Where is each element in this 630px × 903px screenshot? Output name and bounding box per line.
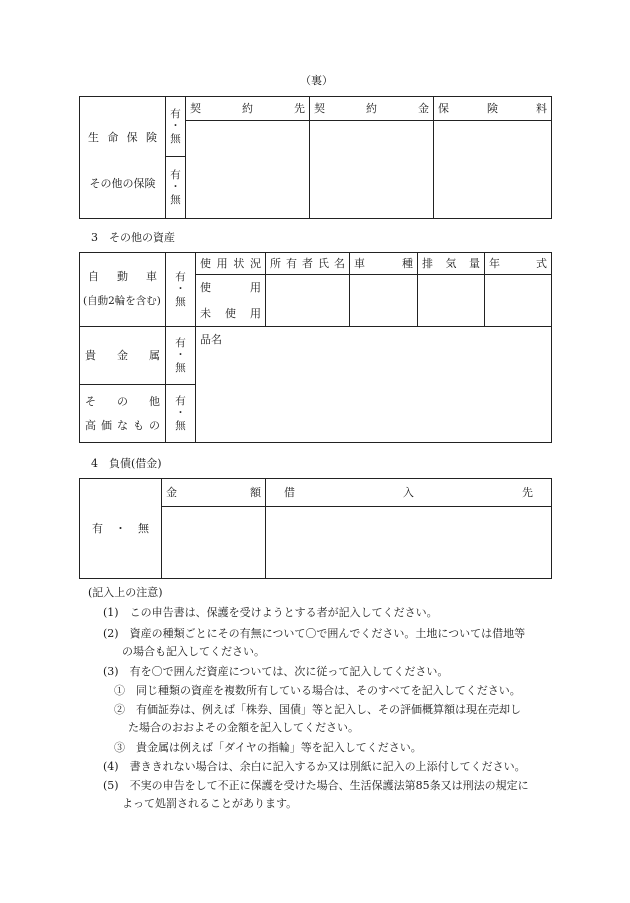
life-yes-no[interactable]: 有 ・ 無: [166, 97, 186, 157]
item-name-label: 品名: [200, 333, 222, 346]
note-2: (2) 資産の種類ごとにその有無について〇で囲んでください。土地については借地等: [103, 627, 526, 640]
page-label: （裏）: [300, 74, 333, 87]
car-type-input[interactable]: [350, 275, 418, 327]
usage-in-use[interactable]: 使 用: [196, 275, 266, 301]
insurance-type-cell: [80, 97, 166, 219]
contractor-input[interactable]: [186, 121, 310, 219]
note-3-1: ① 同じ種類の資産を複数所有している場合は、そのすべてを記入してください。: [114, 684, 521, 697]
life-insurance-label: 生 命 保 険: [88, 130, 157, 144]
section4-title: 4 負債(借金): [91, 457, 162, 470]
debt-table: [79, 478, 552, 579]
note-2-cont: の場合も記入してください。: [122, 645, 265, 658]
car-yes-no[interactable]: 有 ・ 無: [166, 253, 196, 327]
header-contractor: 契 約 先: [186, 97, 310, 121]
debt-yes-no[interactable]: 有 ・ 無: [80, 479, 162, 579]
model-year-input[interactable]: [485, 275, 552, 327]
note-1: (1) この申告書は、保護を受けようとする者が記入してください。: [103, 606, 438, 619]
lender-input[interactable]: [266, 507, 552, 579]
other-insurance-label: その他の保険: [89, 177, 156, 191]
note-3: (3) 有を〇で囲んだ資産については、次に従って記入してください。: [103, 665, 449, 678]
header-model-year: 年 式: [485, 253, 552, 275]
insurance-table: [79, 96, 552, 219]
usage-not-in-use[interactable]: 未 使 用: [196, 301, 266, 327]
contract-amount-input[interactable]: [310, 121, 434, 219]
note-5: (5) 不実の申告をして不正に保護を受けた場合、生活保護法第85条又は刑法の規定に: [103, 779, 529, 792]
note-3-3: ③ 貴金属は例えば「ダイヤの指輪」等を記入してください。: [114, 741, 422, 754]
header-car-type: 車 種: [350, 253, 418, 275]
header-lender: 借 入 先: [266, 479, 552, 507]
note-3-2: ② 有価証券は、例えば「株券、国債」等と記入し、その評価概算額は現在売却し: [114, 703, 521, 716]
header-premium: 保 険 料: [434, 97, 552, 121]
other-yes-no[interactable]: 有 ・ 無: [166, 157, 186, 219]
assets-table: [79, 252, 552, 443]
header-debt-amount: 金 額: [162, 479, 266, 507]
car-sub-label: (自動2輪を含む): [83, 295, 161, 308]
other-valuables-yes-no[interactable]: 有 ・ 無: [166, 385, 196, 443]
note-3-2-cont: た場合のおおよその金額を記入してください。: [128, 721, 359, 734]
header-displacement: 排 気 量: [418, 253, 485, 275]
note-4: (4) 書ききれない場合は、余白に記入するか又は別紙に記入の上添付してください。: [103, 760, 526, 773]
car-label-cell: 自 動 車 (自動2輪を含む): [80, 253, 166, 327]
item-name-field[interactable]: [196, 327, 552, 443]
premium-input[interactable]: [434, 121, 552, 219]
section3-title: 3 その他の資産: [91, 231, 175, 244]
owner-input[interactable]: [266, 275, 350, 327]
displacement-input[interactable]: [418, 275, 485, 327]
metal-label: 貴 金 属: [80, 327, 166, 385]
header-contract-amount: 契 約 金: [310, 97, 434, 121]
metal-yes-no[interactable]: 有 ・ 無: [166, 327, 196, 385]
header-usage: 使 用 状 況: [196, 253, 266, 275]
notes-title: (記入上の注意): [88, 586, 163, 599]
debt-amount-input[interactable]: [162, 507, 266, 579]
note-5-cont: よって処罰されることがあります。: [122, 797, 298, 810]
header-owner: 所 有 者 氏 名: [266, 253, 350, 275]
other-valuables-label: そ の 他 高 価 な も の: [80, 385, 166, 443]
